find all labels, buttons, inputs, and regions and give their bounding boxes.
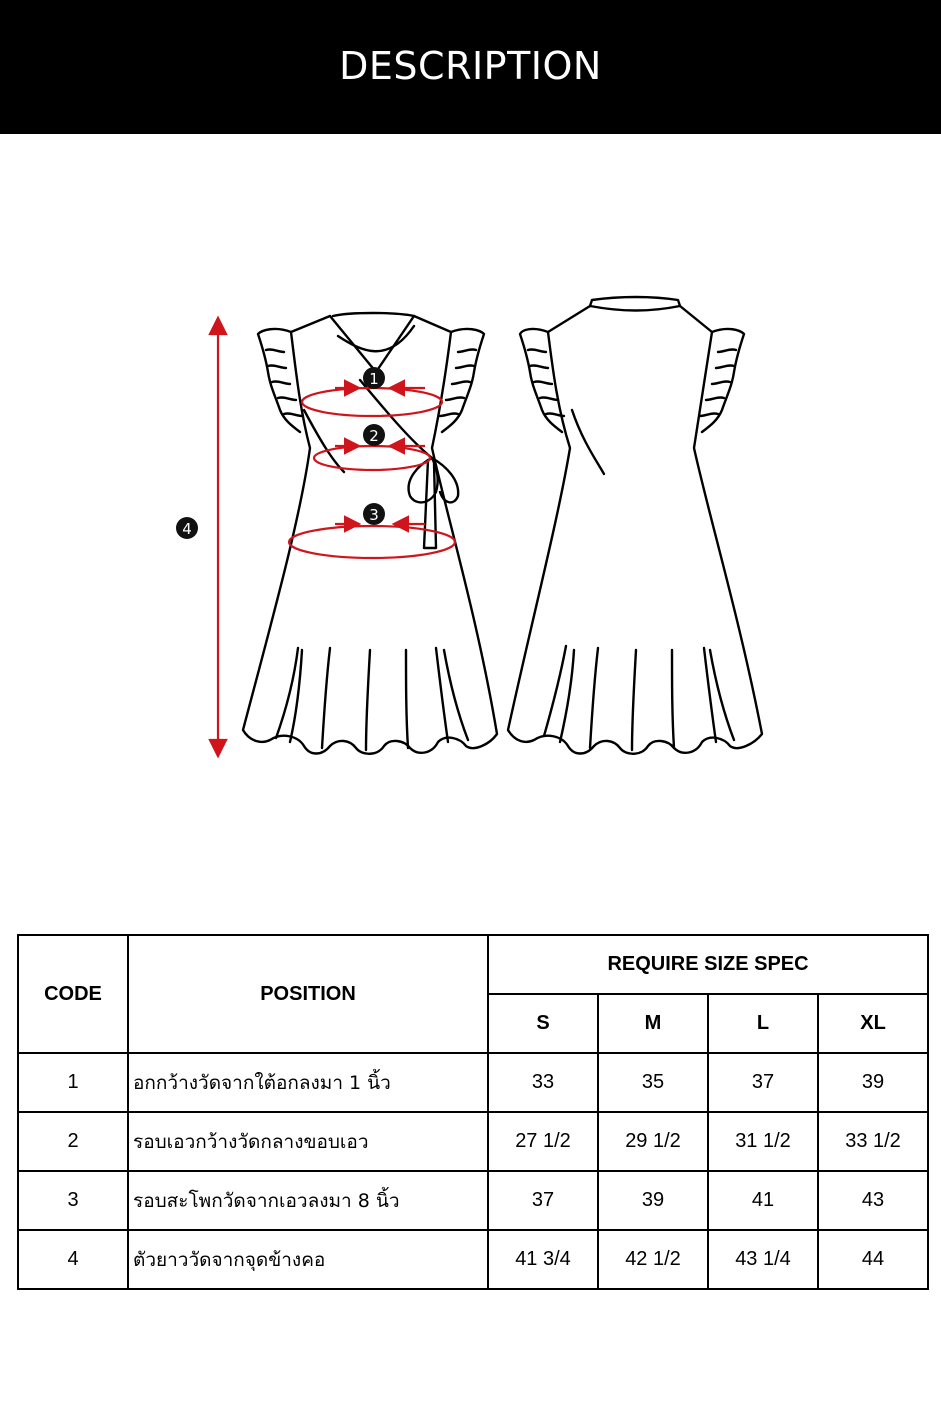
size-spec-table: [17, 934, 929, 1290]
marker-1: [363, 367, 385, 389]
row-value-l: 37: [708, 1053, 818, 1112]
header-bar: [0, 0, 941, 134]
hip-ellipse: [289, 526, 455, 558]
size-xl-header: XL: [818, 994, 928, 1053]
size-m-header: M: [598, 994, 708, 1053]
table-row: [18, 1053, 928, 1112]
row-position: ตัวยาววัดจากจุดข้างคอ: [128, 1230, 488, 1289]
row-position: รอบเอวกว้างวัดกลางขอบเอว: [128, 1112, 488, 1171]
svg-text:3: 3: [369, 506, 379, 524]
row-value-m: 29 1/2: [598, 1112, 708, 1171]
row-value-s: 41 3/4: [488, 1230, 598, 1289]
code-header: CODE: [18, 935, 128, 1053]
row-value-xl: 43: [818, 1171, 928, 1230]
marker-2: [363, 424, 385, 446]
chest-ellipse: [302, 388, 442, 416]
page-title: DESCRIPTION: [339, 44, 602, 88]
svg-text:2: 2: [369, 427, 379, 445]
marker-4: [176, 517, 198, 539]
row-position: อกกว้างวัดจากใต้อกลงมา 1 นิ้ว: [128, 1053, 488, 1112]
size-s-header: S: [488, 994, 598, 1053]
svg-text:4: 4: [182, 520, 192, 538]
row-position: รอบสะโพกวัดจากเอวลงมา 8 นิ้ว: [128, 1171, 488, 1230]
row-value-m: 39: [598, 1171, 708, 1230]
row-code: 2: [18, 1112, 128, 1171]
table-header-row: [18, 935, 928, 994]
length-arrow-top: [210, 318, 226, 334]
row-value-m: 42 1/2: [598, 1230, 708, 1289]
table-row: [18, 1230, 928, 1289]
row-value-xl: 39: [818, 1053, 928, 1112]
size-l-header: L: [708, 994, 818, 1053]
row-code: 4: [18, 1230, 128, 1289]
row-code: 1: [18, 1053, 128, 1112]
marker-3: [363, 503, 385, 525]
require-size-spec-header: REQUIRE SIZE SPEC: [488, 935, 928, 994]
length-arrow-bottom: [210, 740, 226, 756]
row-value-l: 41: [708, 1171, 818, 1230]
position-header: POSITION: [128, 935, 488, 1053]
row-value-s: 27 1/2: [488, 1112, 598, 1171]
table-row: [18, 1171, 928, 1230]
row-value-m: 35: [598, 1053, 708, 1112]
row-code: 3: [18, 1171, 128, 1230]
table-row: [18, 1112, 928, 1171]
row-value-xl: 33 1/2: [818, 1112, 928, 1171]
row-value-xl: 44: [818, 1230, 928, 1289]
measurement-guides: [210, 318, 455, 756]
svg-text:1: 1: [369, 370, 379, 388]
dress-measurement-diagram: [0, 134, 941, 914]
row-value-s: 33: [488, 1053, 598, 1112]
row-value-l: 31 1/2: [708, 1112, 818, 1171]
row-value-s: 37: [488, 1171, 598, 1230]
back-dress-drawing: [508, 297, 762, 754]
row-value-l: 43 1/4: [708, 1230, 818, 1289]
